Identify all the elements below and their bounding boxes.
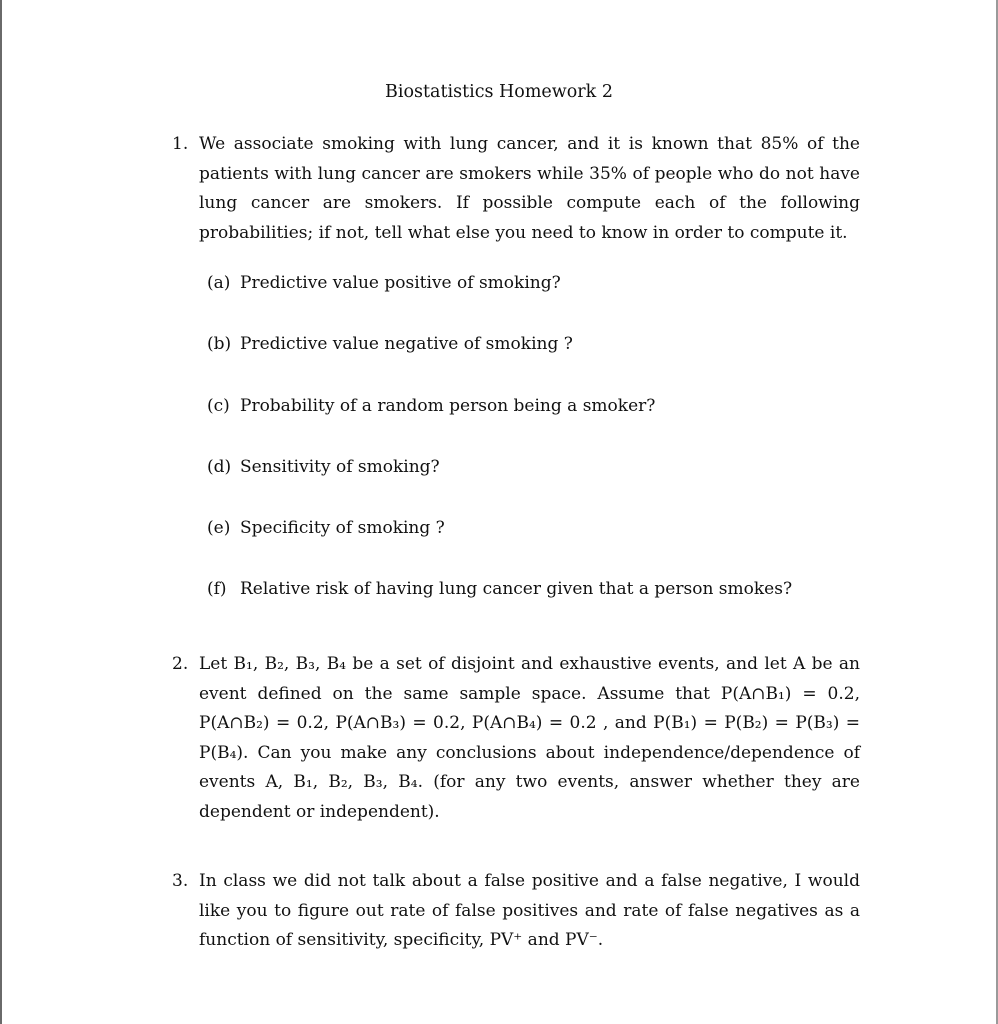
problem-text: We associate smoking with lung cancer, and it is known that 85% of the patients with lung cancer are smokers while 35% of people who do not have lung cancer are smokers. If possible compute each of the following probabilities; if not, tell what else you need to know in order to compute it. <box>199 134 860 243</box>
part-label: (e) <box>207 518 231 538</box>
problem-1 <box>172 130 860 248</box>
part-text: Sensitivity of smoking? <box>240 457 440 477</box>
part-text: Predictive value positive of smoking? <box>240 273 561 293</box>
problem-number: 3. <box>172 871 189 891</box>
problem-number: 1. <box>172 134 189 154</box>
problem-text: In class we did not talk about a false positive and a false negative, I would like you to figure out rate of false positives and rate of false negatives as a function of sensitivity, specificity, PV⁺ and PV⁻. <box>199 871 860 951</box>
part-label: (c) <box>207 396 230 416</box>
problem-1-part-a <box>207 272 561 294</box>
problem-number: 2. <box>172 654 189 674</box>
document-title: Biostatistics Homework 2 <box>385 82 613 102</box>
problem-1-part-c <box>207 395 655 417</box>
problem-1-part-e <box>207 517 445 539</box>
part-text: Predictive value negative of smoking ? <box>240 334 573 354</box>
part-label: (f) <box>207 579 227 599</box>
part-text: Specificity of smoking ? <box>240 518 445 538</box>
problem-1-part-b <box>207 333 573 355</box>
problem-2 <box>172 650 860 828</box>
part-label: (d) <box>207 457 232 477</box>
problem-1-part-f <box>207 578 792 600</box>
part-label: (a) <box>207 273 231 293</box>
part-text: Probability of a random person being a smoker? <box>240 396 656 416</box>
part-label: (b) <box>207 334 232 354</box>
problem-text: Let B₁, B₂, B₃, B₄ be a set of disjoint and exhaustive events, and let A be an event defined on the same sample space. Assume that P(A∩B₁) = 0.2, P(A∩B₂) = 0.2, P(A∩B₃) = 0.2, P(A∩B₄) = 0.2 , and P(B₁) = P(B₂) = P(B₃) = P(B₄). Can you make any conclusions about independence/dependence of events A, B₁, B₂, B₃, B₄. (for any two events, answer whether they are dependent or independent). <box>199 654 860 822</box>
problem-1-part-d <box>207 456 440 478</box>
problem-3 <box>172 867 860 956</box>
part-text: Relative risk of having lung cancer given that a person smokes? <box>240 579 793 599</box>
